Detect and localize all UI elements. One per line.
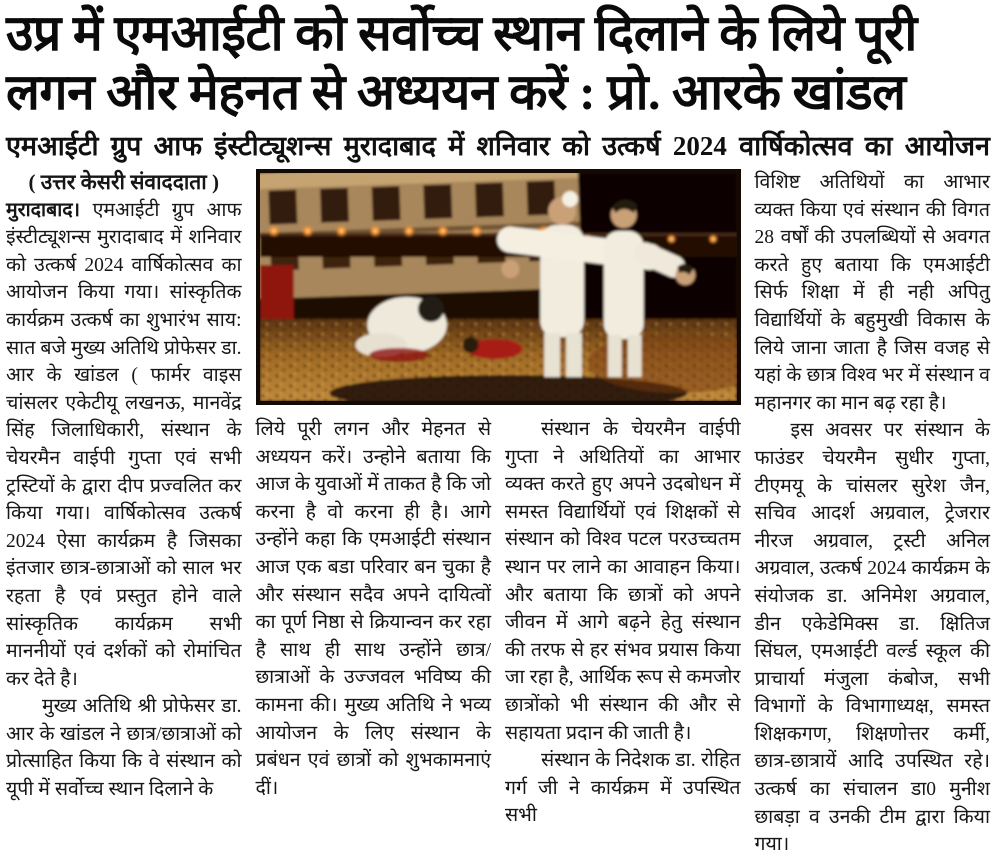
paragraph-7: इस अवसर पर संस्थान के फाउंडर चेयरमैन सुधीर गुप्ता, टीएमयू के चांसलर सुरेश जैन, सचिव आदर्श अग्रवाल, ट्रेजरार नीरज अग्रवाल, ट्रस्टी अनिल अग्रवाल, उत्कर्ष 2024 कार्यक्रम के संयोजक डा. अनिमेश अग्रवाल, डीन एकेडेमिक्स डा. क्षितिज सिंघल, एमआईटी वर्ल्ड स्कूल की प्राचार्या मंजुला कंबोज, सभी विभागों के विभागाध्यक्ष, समस्त शिक्षकगण, शिक्षणोत्तर कर्मी, छात्र-छात्रायें आदि उपस्थित रहे। उत्कर्ष का संचालन डा0 मुनीश छाबड़ा व उनकी टीम द्वारा किया गया।: [754, 420, 990, 856]
paragraph-6: विशिष्ट अतिथियों का आभार व्यक्त किया एवं संस्थान की विगत 28 वर्षों की उपलब्धियों से अवगत करते हुए बताया कि एमआईटी सिर्फ शिक्षा में ही नही अपितु विद्यार्थियों के बहुमुखी विकास के लिये जाना जाता है जिस वजह से यहां के छात्र विश्व भर में संस्थान व महानगर का मान बढ़ रहा है।: [754, 172, 990, 414]
headline-line-1: उप्र में एमआईटी को सर्वोच्च स्थान दिलाने के लिये पूरी: [6, 5, 917, 61]
paragraph-lead-text: एमआईटी ग्रुप आफ इंस्टीट्यूशन्स मुरादाबाद में शनिवार को उत्कर्ष 2024 वार्षिकोत्सव का आयोजन किया गया। सांस्कृतिक कार्यक्रम उत्कर्ष का शुभारंभ साय: सात बजे मुख्य अतिथि प्रोफेसर डा. आर के खांडल ( फार्मर वाइस चांसलर एकेटीयू लखनऊ, मानवेंद्र सिंह जिलाधिकारी, संस्थान के चेयरमैन वाईपी गुप्ता एवं सभी ट्रस्टियों के द्वारा दीप प्रज्वलित कर किया गया। वार्षिकोत्सव उत्कर्ष 2024 ऐसा कार्यक्रम है जिसका इंतजार छात्र-छात्राओं को साल भर रहता है एवं प्रस्तुत होने वाले सांस्कृतिक कार्यक्रम सभी माननीयों एवं दर्शकों को रोमांचित कर देते है।: [6, 199, 242, 690]
column-2: [256, 416, 492, 859]
byline: ( उत्तर केसरी संवाददाता ): [28, 170, 219, 194]
event-photo-illustration: [260, 173, 737, 401]
paragraph-lead: [6, 197, 242, 694]
column-4: [755, 169, 991, 859]
paragraph-5: संस्थान के निदेशक डा. रोहित गर्ग जी ने कार्यक्रम में उपस्थित सभी: [505, 750, 741, 827]
headline-line-2: लगन और मेहनत से अध्ययन करें : प्रो. आरके खांडल: [6, 64, 906, 120]
subheadline: एमआईटी ग्रुप आफ इंस्टीट्यूशन्स मुरादाबाद में शनिवार को उत्कर्ष 2024 वार्षिकोत्सव का आयोजन: [6, 131, 990, 161]
dateline: मुरादाबाद।: [6, 199, 81, 221]
headline: [0, 2, 996, 122]
paragraph-2: मुख्य अतिथि श्री प्रोफेसर डा. आर के खांडल ने छात्र/छात्राओं को प्रोत्साहित किया कि वे संस्थान को यूपी में सर्वोच्च स्थान दिलाने के: [6, 696, 242, 801]
event-photo: [256, 169, 741, 405]
photo-red-banner: [260, 265, 294, 321]
photo-cell: [256, 169, 741, 416]
column-3: [505, 416, 741, 859]
article-body: [0, 167, 996, 856]
paragraph-4: संस्थान के चेयरमैन वाईपी गुप्ता ने अथितियों का आभार व्यक्त करते हुए अपने उदबोधन में समस्त विद्यार्थियों एवं शिक्षकों से संस्थान को विश्व पटल परउच्चतम स्थान पर लाने का आवाहन किया। और बताया कि छात्रों को अपने जीवन में आगे बढ़ने हेतु संस्थान की तरफ से हर संभव प्रयास किया जा रहा है, आर्थिक रूप से कमजोर छात्रोंको भी संस्थान की और से सहायता प्रदान की जाती है।: [505, 419, 741, 744]
paragraph-3: लिये पूरी लगन और मेहनत से अध्ययन करें। उन्होने बताया कि आज के युवाओं में ताकत है कि जो करना है वो करना ही है। आगे उन्होंने कहा कि एमआईटी संस्थान आज एक बडा परिवार बन चुका है और संस्थान सदैव अपने दायित्वों का पूर्ण निष्ठा से क्रियान्वन कर रहा है साथ ही साथ उन्होंने छात्र/छात्राओं के उज्जवल भविष्य की कामना की। मुख्य अतिथि ने भव्य आयोजन के लिए संस्थान के प्रबंधन एवं छात्रों को शुभकामनाएं दीं।: [255, 419, 491, 799]
column-1: [6, 169, 242, 859]
